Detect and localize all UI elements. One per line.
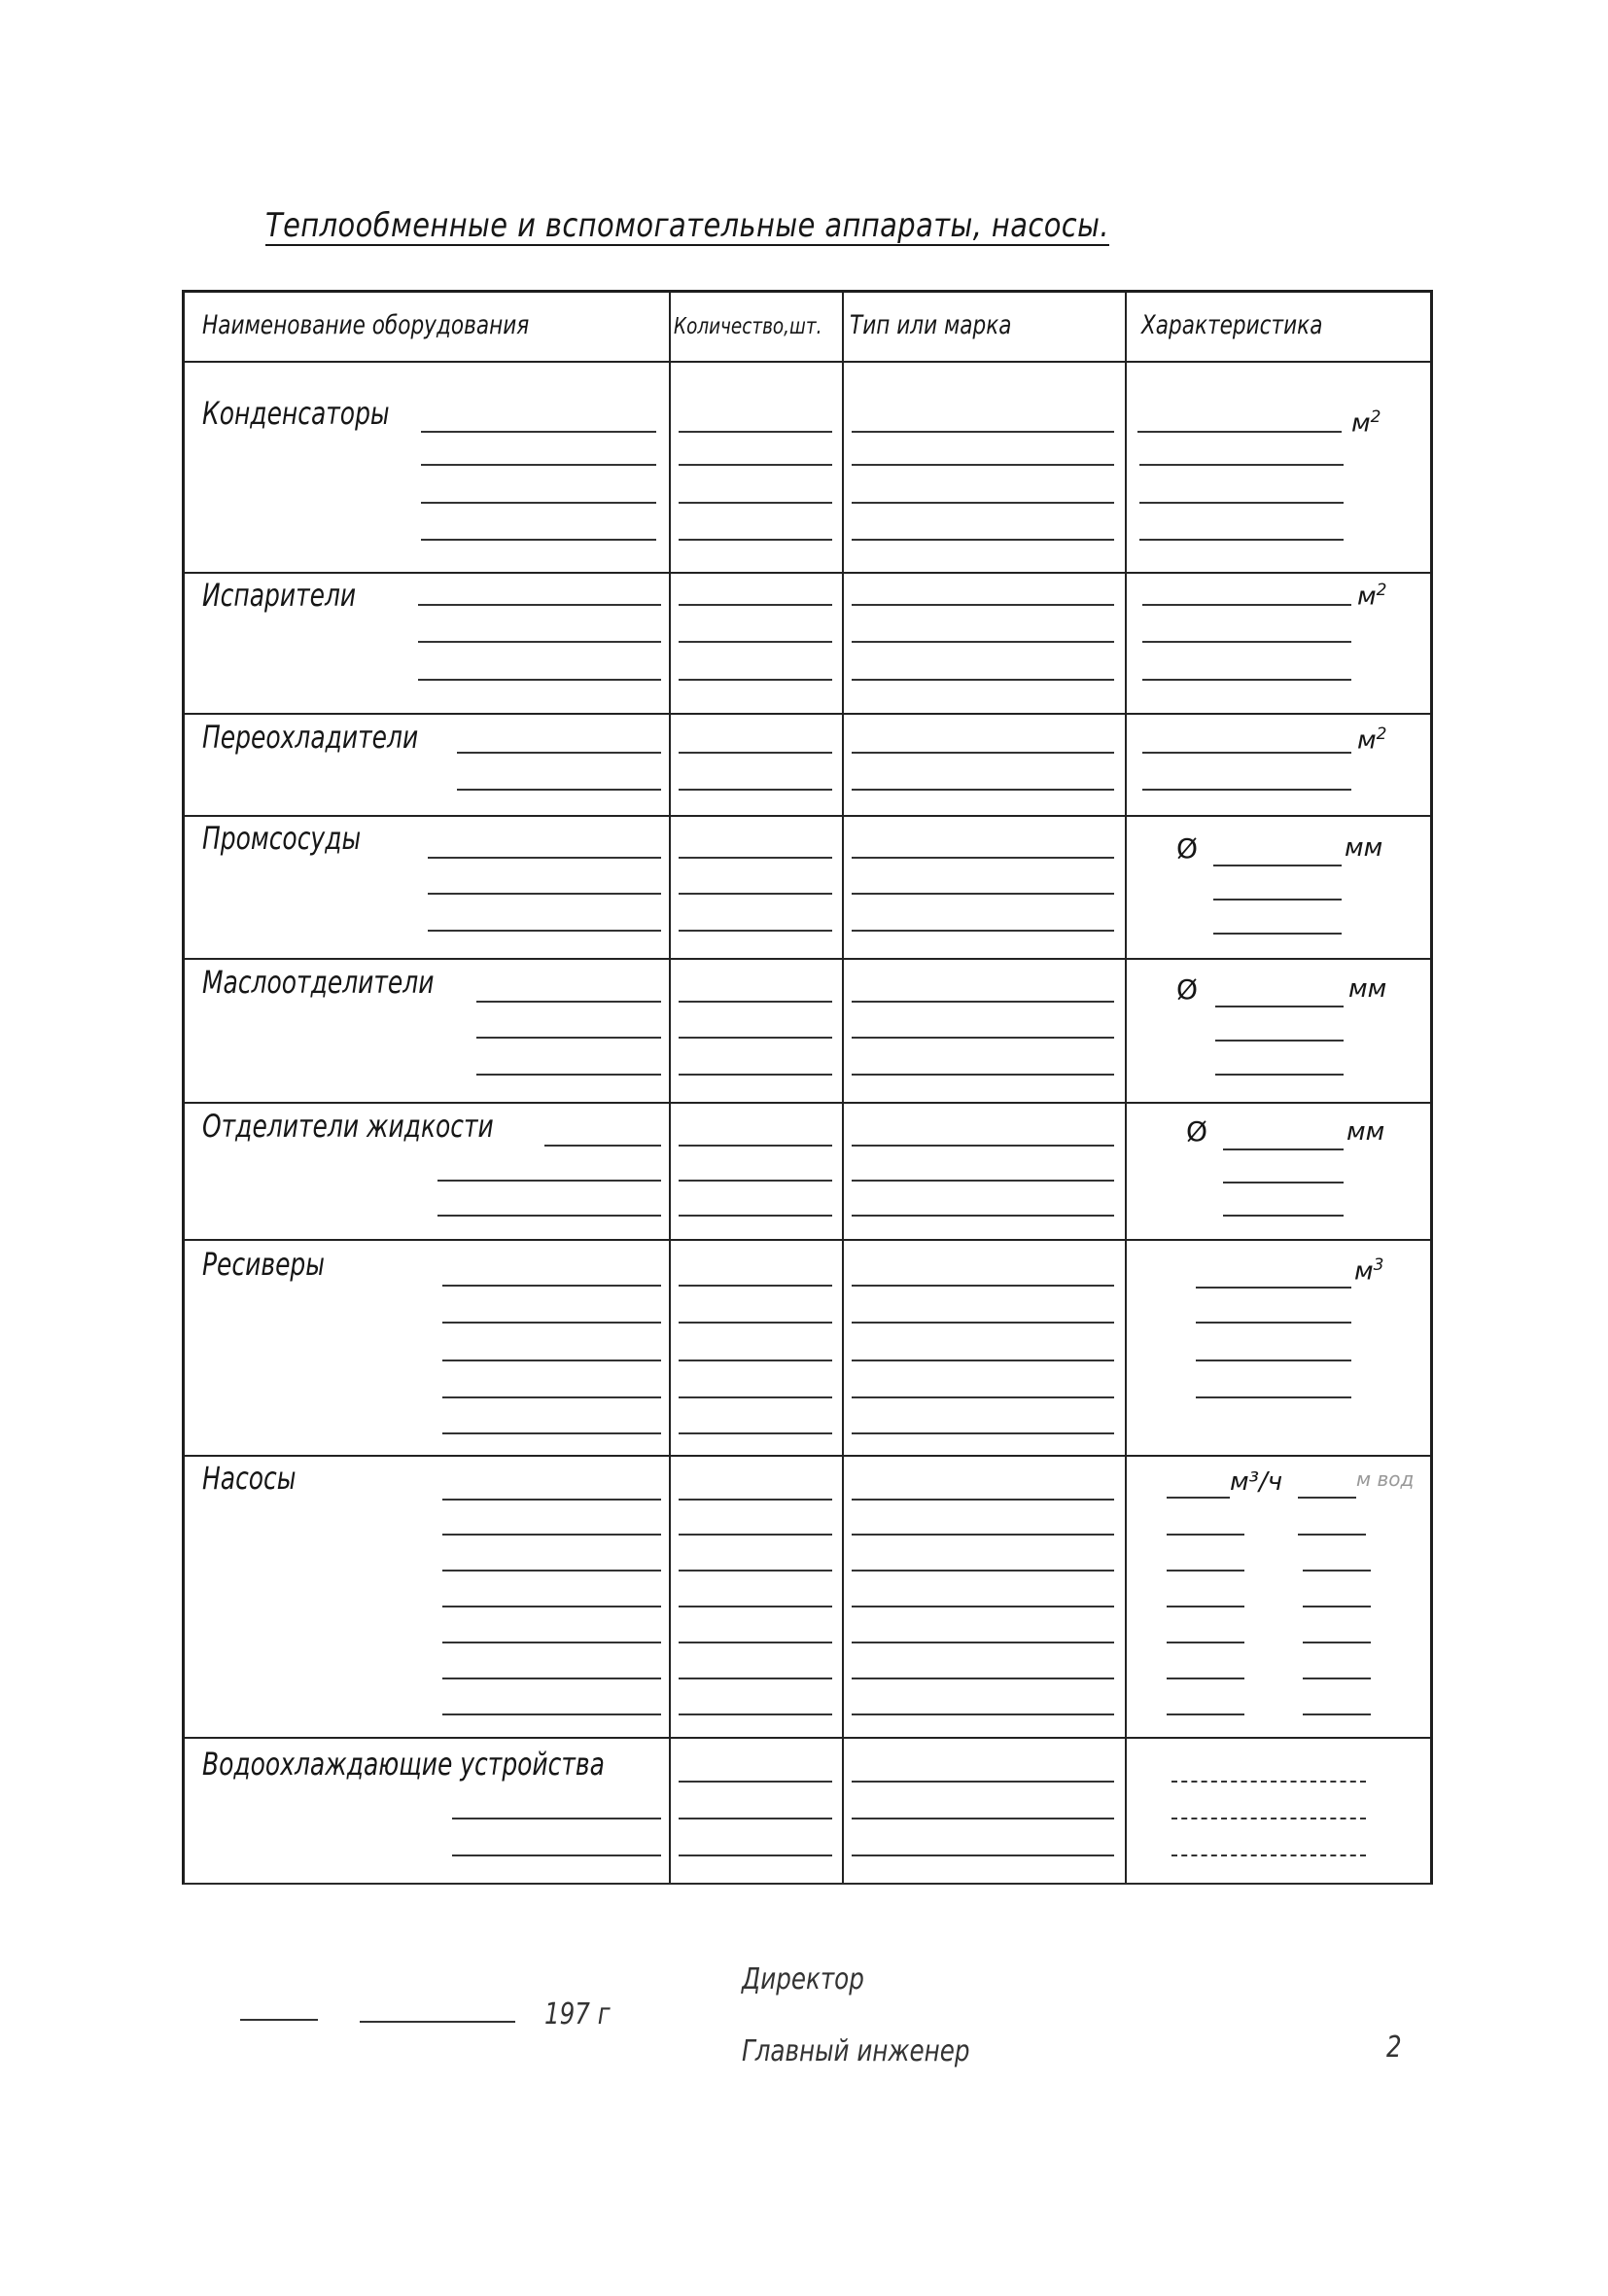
- date-day-line[interactable]: [240, 2019, 318, 2021]
- fill-line[interactable]: [679, 893, 832, 895]
- diameter-symbol: Ø: [1186, 1115, 1208, 1148]
- fill-line[interactable]: [1303, 1606, 1371, 1607]
- fill-line[interactable]: [852, 1781, 1114, 1783]
- fill-line[interactable]: [679, 1678, 832, 1679]
- fill-line[interactable]: [679, 1432, 832, 1434]
- column-header-characteristic: Характеристика: [1141, 310, 1323, 340]
- fill-line[interactable]: [442, 1606, 661, 1607]
- fill-line[interactable]: [852, 1818, 1114, 1819]
- year-label: 197 г: [544, 1997, 611, 2031]
- unit-label: $м^2$: [1357, 724, 1387, 756]
- fill-line[interactable]: [852, 1215, 1114, 1217]
- fill-line[interactable]: [1215, 1074, 1344, 1076]
- fill-line[interactable]: [852, 893, 1114, 895]
- fill-line[interactable]: [852, 789, 1114, 791]
- fill-line[interactable]: [852, 1854, 1114, 1856]
- section-divider: [185, 1239, 1430, 1241]
- fill-line[interactable]: [679, 1713, 832, 1715]
- unit-label: $м^3$: [1354, 1255, 1384, 1287]
- date-month-line[interactable]: [360, 2021, 515, 2023]
- section-divider: [185, 1455, 1430, 1457]
- fill-line[interactable]: [421, 464, 656, 466]
- fill-line[interactable]: [679, 1360, 832, 1361]
- unit-label: $м^2$: [1351, 407, 1381, 439]
- fill-line[interactable]: [1215, 1006, 1344, 1007]
- column-header-name: Наименование оборудования: [202, 310, 530, 340]
- unit-label: мм: [1346, 1117, 1385, 1147]
- equipment-table: [182, 290, 1433, 1885]
- fill-line[interactable]: [852, 1180, 1114, 1182]
- fill-line[interactable]: [421, 539, 656, 541]
- column-divider: [1125, 293, 1127, 1883]
- fill-line[interactable]: [852, 1145, 1114, 1147]
- fill-line[interactable]: [679, 752, 832, 754]
- fill-line[interactable]: [421, 431, 656, 433]
- fill-line[interactable]: [1298, 1497, 1356, 1499]
- fill-line[interactable]: [476, 1037, 661, 1039]
- fill-line[interactable]: [852, 1534, 1114, 1536]
- fill-line[interactable]: [852, 679, 1114, 681]
- fill-line[interactable]: [679, 1606, 832, 1607]
- fill-line[interactable]: [679, 1074, 832, 1076]
- chief-engineer-label: Главный инженер: [742, 2034, 970, 2068]
- page-number: 2: [1386, 2031, 1402, 2065]
- director-label: Директор: [742, 1962, 864, 1996]
- fill-line[interactable]: [1167, 1642, 1244, 1643]
- fill-line[interactable]: [442, 1360, 661, 1361]
- fill-line[interactable]: [852, 464, 1114, 466]
- fill-line[interactable]: [852, 1322, 1114, 1324]
- fill-line[interactable]: [852, 539, 1114, 541]
- fill-line[interactable]: [852, 1642, 1114, 1643]
- fill-line[interactable]: [1139, 502, 1344, 504]
- fill-line[interactable]: [544, 1145, 661, 1147]
- fill-line[interactable]: [1142, 679, 1351, 681]
- diameter-symbol: Ø: [1176, 832, 1199, 865]
- fill-line[interactable]: [442, 1396, 661, 1398]
- fill-line[interactable]: [679, 679, 832, 681]
- fill-line[interactable]: [679, 604, 832, 606]
- fill-line[interactable]: [418, 641, 661, 643]
- fill-line[interactable]: [1139, 464, 1344, 466]
- fill-line[interactable]: [679, 1001, 832, 1003]
- fill-line[interactable]: [452, 1854, 661, 1856]
- section-label-water-cooling: Водоохлаждающие устройства: [202, 1746, 605, 1783]
- fill-line[interactable]: [679, 1854, 832, 1856]
- fill-line[interactable]: [1167, 1713, 1244, 1715]
- fill-line[interactable]: [442, 1534, 661, 1536]
- fill-line[interactable]: [1171, 1818, 1366, 1819]
- fill-line[interactable]: [1171, 1781, 1366, 1783]
- section-label-pumps: Насосы: [202, 1460, 297, 1497]
- fill-line[interactable]: [679, 857, 832, 859]
- fill-line[interactable]: [1167, 1570, 1244, 1572]
- fill-line[interactable]: [442, 1713, 661, 1715]
- fill-line[interactable]: [679, 1285, 832, 1287]
- fill-line[interactable]: [1139, 539, 1344, 541]
- fill-line[interactable]: [1142, 604, 1351, 606]
- fill-line[interactable]: [679, 1534, 832, 1536]
- fill-line[interactable]: [679, 1180, 832, 1182]
- document-title: Теплообменные и вспомогательные аппараты, насосы.: [265, 206, 1109, 245]
- fill-line[interactable]: [442, 1285, 661, 1287]
- section-divider: [185, 1737, 1430, 1739]
- fill-line[interactable]: [679, 502, 832, 504]
- fill-line[interactable]: [679, 789, 832, 791]
- fill-line[interactable]: [1167, 1497, 1230, 1499]
- fill-line[interactable]: [852, 1037, 1114, 1039]
- fill-line[interactable]: [1213, 933, 1342, 935]
- section-divider: [185, 815, 1430, 817]
- section-label-subcoolers: Переохладители: [202, 719, 419, 756]
- fill-line[interactable]: [1142, 641, 1351, 643]
- section-divider: [185, 572, 1430, 574]
- fill-line[interactable]: [679, 1322, 832, 1324]
- fill-line[interactable]: [852, 857, 1114, 859]
- fill-line[interactable]: [679, 1642, 832, 1643]
- column-divider: [669, 293, 671, 1883]
- fill-line[interactable]: [679, 1145, 832, 1147]
- fill-line[interactable]: [852, 502, 1114, 504]
- fill-line[interactable]: [1213, 865, 1342, 866]
- fill-line[interactable]: [476, 1001, 661, 1003]
- fill-line[interactable]: [679, 1781, 832, 1783]
- fill-line[interactable]: [1303, 1678, 1371, 1679]
- fill-line[interactable]: [852, 604, 1114, 606]
- fill-line[interactable]: [457, 752, 661, 754]
- fill-line[interactable]: [852, 641, 1114, 643]
- unit-label: мм: [1345, 833, 1383, 863]
- fill-line[interactable]: [679, 1037, 832, 1039]
- fill-line[interactable]: [852, 1360, 1114, 1361]
- fill-line[interactable]: [442, 1499, 661, 1501]
- fill-line[interactable]: [421, 502, 656, 504]
- fill-line[interactable]: [428, 893, 661, 895]
- fill-line[interactable]: [1215, 1040, 1344, 1042]
- fill-line[interactable]: [852, 1678, 1114, 1679]
- header-rule: [185, 361, 1430, 363]
- fill-line[interactable]: [852, 1432, 1114, 1434]
- fill-line[interactable]: [852, 1570, 1114, 1572]
- fill-line[interactable]: [679, 930, 832, 932]
- fill-line[interactable]: [1298, 1534, 1366, 1536]
- fill-line[interactable]: [1167, 1678, 1244, 1679]
- fill-line[interactable]: [679, 1396, 832, 1398]
- fill-line[interactable]: [679, 431, 832, 433]
- fill-line[interactable]: [1142, 752, 1351, 754]
- section-label-intermediate-vessels: Промсосуды: [202, 820, 362, 857]
- fill-line[interactable]: [679, 1499, 832, 1501]
- fill-line[interactable]: [457, 789, 661, 791]
- fill-line[interactable]: [679, 464, 832, 466]
- fill-line[interactable]: [1137, 431, 1342, 433]
- column-header-quantity: Количество,шт.: [674, 314, 822, 339]
- section-divider: [185, 958, 1430, 960]
- fill-line[interactable]: [679, 1818, 832, 1819]
- fill-line[interactable]: [1167, 1534, 1244, 1536]
- fill-line[interactable]: [679, 1570, 832, 1572]
- fill-line[interactable]: [1142, 789, 1351, 791]
- column-divider: [842, 293, 844, 1883]
- fill-line[interactable]: [852, 1499, 1114, 1501]
- fill-line[interactable]: [1223, 1148, 1344, 1150]
- fill-line[interactable]: [852, 930, 1114, 932]
- fill-line[interactable]: [442, 1678, 661, 1679]
- fill-line[interactable]: [1303, 1642, 1371, 1643]
- unit-label: м³/ч: [1230, 1467, 1283, 1497]
- fill-line[interactable]: [852, 1396, 1114, 1398]
- fill-line[interactable]: [428, 930, 661, 932]
- fill-line[interactable]: [852, 1285, 1114, 1287]
- fill-line[interactable]: [437, 1180, 661, 1182]
- fill-line[interactable]: [428, 857, 661, 859]
- fill-line[interactable]: [1223, 1182, 1344, 1183]
- fill-line[interactable]: [1196, 1287, 1351, 1289]
- section-divider: [185, 1102, 1430, 1104]
- fill-line[interactable]: [679, 539, 832, 541]
- fill-line[interactable]: [852, 1074, 1114, 1076]
- fill-line[interactable]: [442, 1642, 661, 1643]
- fill-line[interactable]: [1303, 1570, 1371, 1572]
- section-label-condensers: Конденсаторы: [202, 395, 390, 432]
- fill-line[interactable]: [1303, 1713, 1371, 1715]
- section-label-receivers: Ресиверы: [202, 1246, 325, 1283]
- fill-line[interactable]: [442, 1322, 661, 1324]
- fill-line[interactable]: [437, 1215, 661, 1217]
- section-divider: [185, 713, 1430, 715]
- fill-line[interactable]: [679, 1215, 832, 1217]
- unit-label: $м^2$: [1357, 581, 1387, 612]
- section-label-liquid-separators: Отделители жидкости: [202, 1108, 494, 1145]
- fill-line[interactable]: [442, 1432, 661, 1434]
- fill-line[interactable]: [1223, 1215, 1344, 1217]
- section-label-oil-separators: Маслоотделители: [202, 964, 435, 1001]
- fill-line[interactable]: [442, 1570, 661, 1572]
- fill-line[interactable]: [852, 1713, 1114, 1715]
- column-header-type: Тип или марка: [850, 310, 1012, 340]
- fill-line[interactable]: [679, 641, 832, 643]
- fill-line[interactable]: [852, 752, 1114, 754]
- fill-line[interactable]: [418, 604, 661, 606]
- unit-label: мм: [1348, 974, 1387, 1004]
- fill-line[interactable]: [452, 1818, 661, 1819]
- fill-line[interactable]: [1196, 1322, 1351, 1324]
- fill-line[interactable]: [476, 1074, 661, 1076]
- section-label-evaporators: Испарители: [202, 577, 357, 614]
- fill-line[interactable]: [1196, 1360, 1351, 1361]
- unit-label: м вод: [1356, 1467, 1415, 1491]
- fill-line[interactable]: [1167, 1606, 1244, 1607]
- fill-line[interactable]: [1196, 1396, 1351, 1398]
- fill-line[interactable]: [852, 1606, 1114, 1607]
- fill-line[interactable]: [1171, 1854, 1366, 1856]
- diameter-symbol: Ø: [1176, 973, 1199, 1006]
- fill-line[interactable]: [1213, 899, 1342, 901]
- fill-line[interactable]: [418, 679, 661, 681]
- fill-line[interactable]: [852, 1001, 1114, 1003]
- fill-line[interactable]: [852, 431, 1114, 433]
